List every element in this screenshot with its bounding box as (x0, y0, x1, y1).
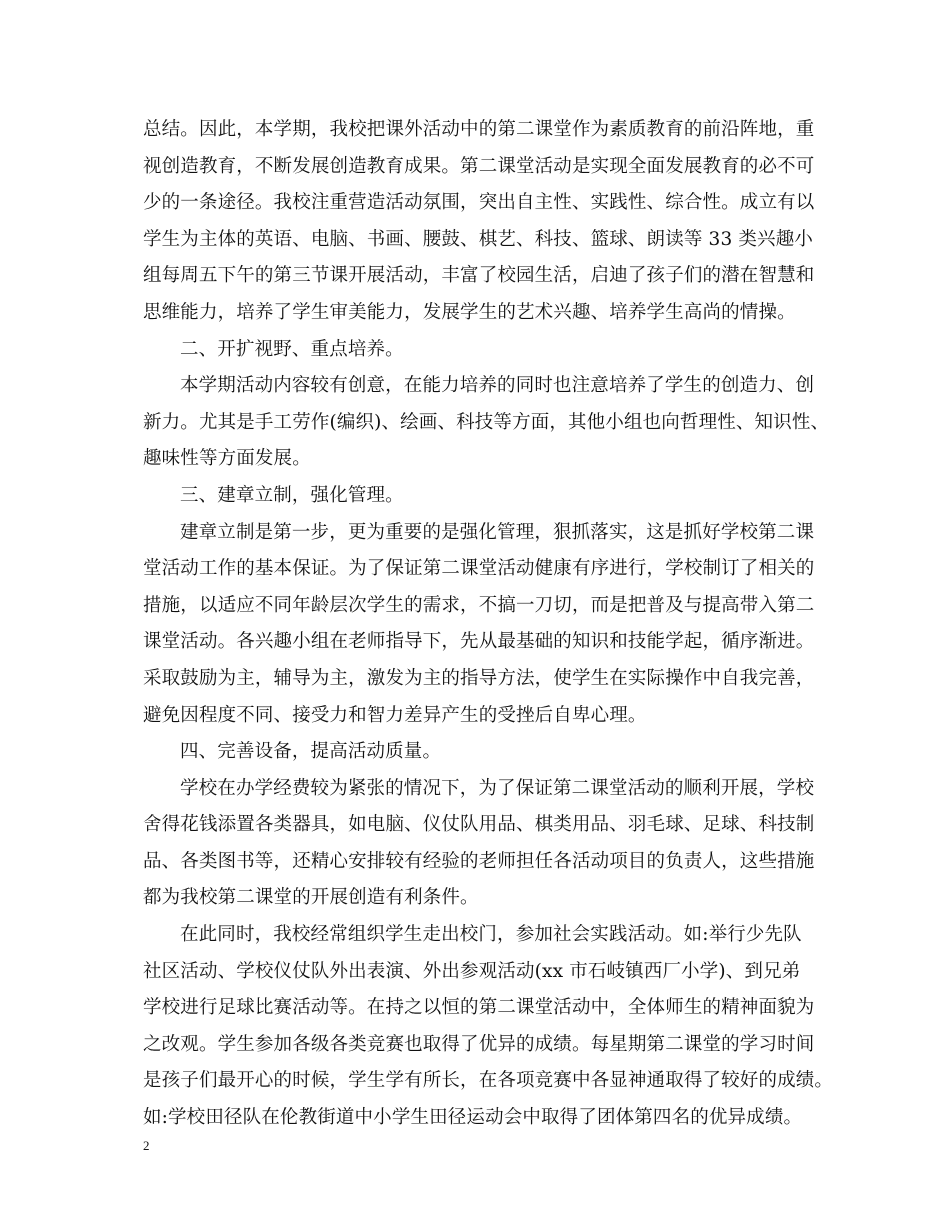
text-line: 思维能力，培养了学生审美能力，发展学生的艺术兴趣、培养学生高尚的情操。 (143, 301, 796, 323)
body-text (143, 112, 835, 1137)
text-line: 学生为主体的英语、电脑、书画、腰鼓、棋艺、科技、篮球、朗读等 33 类兴趣小 (143, 228, 814, 250)
text-line: 舍得花钱添置各类器具，如电脑、仪仗队用品、棋类用品、羽毛球、足球、科技制 (143, 814, 815, 836)
text-line: 社区活动、学校仪仗队外出表演、外出参观活动(xx 市石岐镇西厂小学)、到兄弟 (143, 960, 801, 982)
text-line: 趣味性等方面发展。 (143, 448, 311, 470)
text-line: 措施，以适应不同年龄层次学生的需求，不搞一刀切，而是把普及与提高带入第二 (143, 594, 815, 616)
text-line: 品、各类图书等，还精心安排较有经验的老师担任各活动项目的负责人，这些措施 (143, 850, 815, 872)
text-line: 之改观。学生参加各级各类竞赛也取得了优异的成绩。每星期第二课堂的学习时间 (143, 1033, 815, 1055)
paragraph-start: 在此同时，我校经常组织学生走出校门，参加社会实践活动。如:举行少先队 (180, 924, 802, 946)
paragraph-start: 学校在办学经费较为紧张的情况下，为了保证第二课堂活动的顺利开展，学校 (180, 777, 815, 799)
text-line: 视创造教育，不断发展创造教育成果。第二课堂活动是实现全面发展教育的必不可 (143, 155, 815, 177)
section-heading: 三、建章立制，强化管理。 (180, 484, 404, 506)
paragraph-start: 本学期活动内容较有创意，在能力培养的同时也注意培养了学生的创造力、创 (180, 375, 815, 397)
text-line: 堂活动工作的基本保证。为了保证第二课堂活动健康有序进行，学校制订了相关的 (143, 558, 815, 580)
text-line: 组每周五下午的第三节课开展活动，丰富了校园生活，启迪了孩子们的潜在智慧和 (143, 265, 815, 287)
text-line: 是孩子们最开心的时候，学生学有所长，在各项竞赛中各显神通取得了较好的成绩。 (143, 1070, 834, 1092)
paragraph-start: 建章立制是第一步，更为重要的是强化管理，狠抓落实，这是抓好学校第二课 (180, 521, 815, 543)
section-heading: 二、开扩视野、重点培养。 (180, 338, 404, 360)
text-line: 总结。因此，本学期，我校把课外活动中的第二课堂作为素质教育的前沿阵地，重 (143, 119, 815, 140)
text-line: 新力。尤其是手工劳作(编织)、绘画、科技等方面，其他小组也向哲理性、知识性、 (143, 411, 830, 433)
text-line: 学校进行足球比赛活动等。在持之以恒的第二课堂活动中，全体师生的精神面貌为 (143, 997, 815, 1019)
text-line: 采取鼓励为主，辅导为主，激发为主的指导方法，使学生在实际操作中自我完善， (143, 667, 815, 689)
text-line: 课堂活动。各兴趣小组在老师指导下，先从最基础的知识和技能学起，循序渐进。 (143, 631, 815, 653)
text-line: 少的一条途径。我校注重营造活动氛围，突出自主性、实践性、综合性。成立有以 (143, 192, 815, 214)
text-line: 都为我校第二课堂的开展创造有利条件。 (143, 887, 479, 909)
section-heading: 四、完善设备，提高活动质量。 (180, 741, 442, 763)
page-number: 2 (143, 1138, 150, 1153)
text-line: 如:学校田径队在伦教街道中小学生田径运动会中取得了团体第四名的优异成绩。 (143, 1107, 803, 1129)
text-line: 避免因程度不同、接受力和智力差异产生的受挫后自卑心理。 (143, 704, 647, 726)
